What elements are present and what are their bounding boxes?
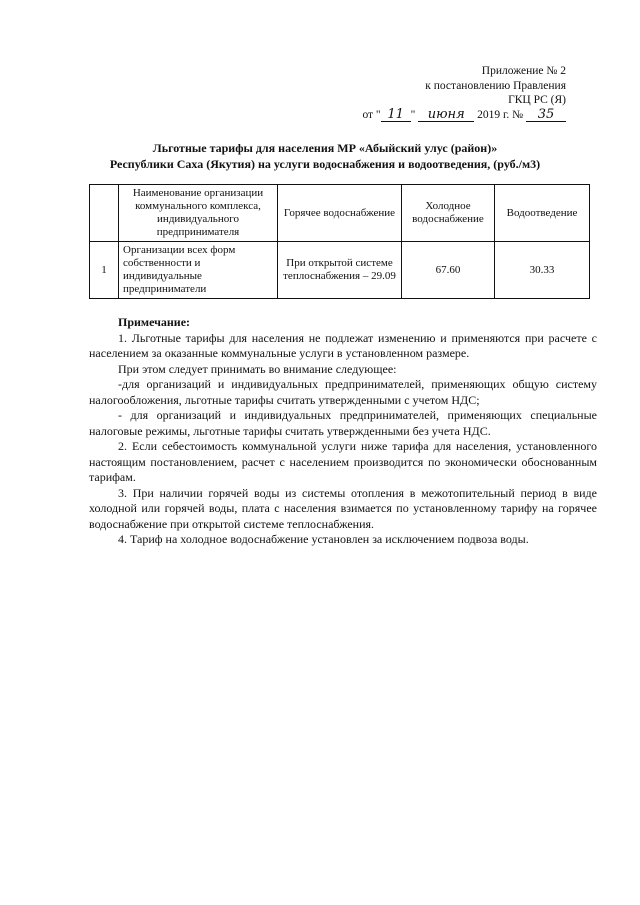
- cell-sewerage: 30.33: [495, 242, 590, 299]
- date-year: 2019 г. №: [477, 108, 524, 121]
- note-item: При этом следует принимать во внимание следующее:: [118, 361, 397, 376]
- cell-cold-water: 67.60: [402, 242, 495, 299]
- title-line-2: Республики Саха (Якутия) на услуги водоснабжения и водоотведения, (руб./м3): [109, 157, 541, 171]
- cell-hot-water: При открытой системе теплоснабжения – 29.09: [278, 242, 402, 299]
- resolution-reference: к постановлению Правления: [425, 79, 566, 92]
- authority-name: ГКЦ РС (Я): [508, 94, 566, 106]
- cell-organization: Организации всех форм собственности и индивидуальные предприниматели: [119, 242, 278, 299]
- header-cell-index: [90, 185, 119, 242]
- note-item: -для организаций и индивидуальных предпринимателей, применяющих общую систему налогообложения, льготные тарифы считать утвержденными с учетом НДС;: [89, 377, 597, 407]
- table-header-row: [90, 185, 590, 242]
- notes-section: [89, 315, 597, 548]
- date-prefix: от ": [362, 108, 381, 121]
- tariffs-table: [89, 184, 590, 299]
- notes-title: Примечание:: [118, 315, 191, 329]
- note-item: 3. При наличии горячей воды из системы отопления в межотопительный период в виде холодной или горячей воды, плата с населения взимается по установленному тарифу на горячее водоснабжение при открытой системе теплоснабжения.: [89, 485, 597, 531]
- appendix-header: [362, 64, 566, 122]
- handwritten-day: 11: [381, 108, 411, 122]
- date-quote: ": [410, 108, 416, 121]
- document-title: [70, 140, 580, 172]
- header-cell-hot-water: Горячее водоснабжение: [278, 185, 402, 242]
- header-cell-sewerage: Водоотведение: [495, 185, 590, 242]
- header-cell-cold-water: Холодное водоснабжение: [402, 185, 495, 242]
- note-item: 2. Если себестоимость коммунальной услуги ниже тарифа для населения, установленного настоящим постановлением, расчет с населением производится по экономически обоснованным тарифам.: [89, 439, 597, 484]
- note-item: 1. Льготные тарифы для населения не подлежат изменению и применяются при расчете с населением за оказанные коммунальные услуги в установленном размере.: [89, 330, 597, 360]
- note-item: 4. Тариф на холодное водоснабжение установлен за исключением подвоза воды.: [118, 532, 529, 546]
- note-item: - для организаций и индивидуальных предпринимателей, применяющих специальные налоговые режимы, льготные тарифы считать утвержденными без учета НДС.: [89, 408, 597, 438]
- resolution-date-line: [362, 108, 566, 123]
- header-cell-organization: Наименование организации коммунального комплекса, индивидуального предпринимателя: [119, 185, 278, 242]
- appendix-label: Приложение № 2: [481, 65, 566, 77]
- cell-index: 1: [90, 242, 119, 299]
- handwritten-month: июня: [418, 108, 474, 122]
- handwritten-doc-number: 35: [526, 108, 566, 122]
- table-row: [90, 242, 590, 299]
- title-line-1: Льготные тарифы для населения МР «Абыйский улус (район)»: [152, 141, 498, 155]
